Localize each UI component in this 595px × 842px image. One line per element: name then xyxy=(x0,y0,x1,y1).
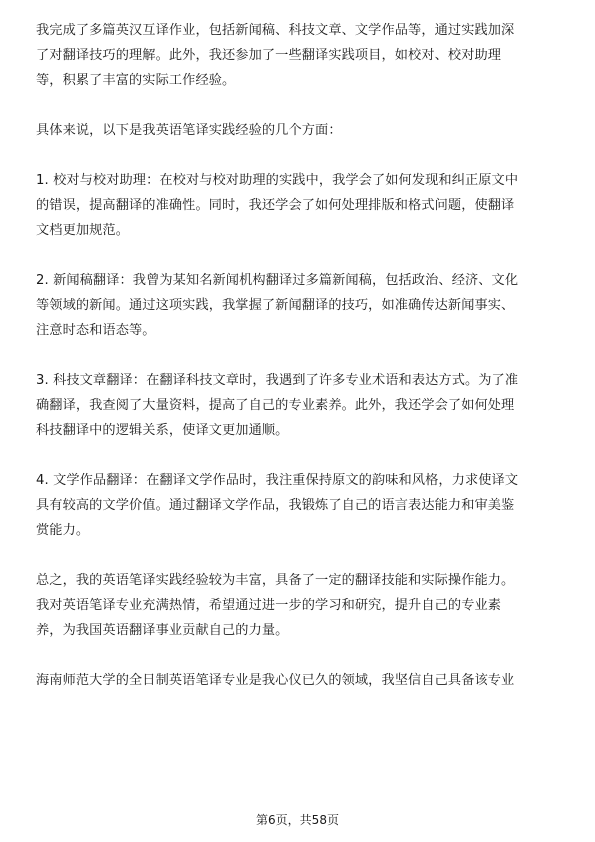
text-line: 我对英语笔译专业充满热情，希望通过进一步的学习和研究，提升自己的专业素 xyxy=(36,598,502,613)
text-line: 注意时态和语态等。 xyxy=(36,323,156,338)
text-line: 我完成了多篇英汉互译作业，包括新闻稿、科技文章、文学作品等，通过实践加深 xyxy=(36,23,515,38)
text-line: 养，为我国英语翻译事业贡献自己的力量。 xyxy=(36,623,289,638)
text-line: 总之，我的英语笔译实践经验较为丰富，具备了一定的翻译技能和实际操作能力。 xyxy=(36,573,515,588)
text-line: 了对翻译技巧的理解。此外，我还参加了一些翻译实践项目，如校对、校对助理 xyxy=(36,48,502,63)
text-line: 4. 文学作品翻译：在翻译文学作品时，我注重保持原文的韵味和风格，力求使译文 xyxy=(36,473,519,488)
text-line: 具有较高的文学价值。通过翻译文学作品，我锻炼了自己的语言表达能力和审美鉴 xyxy=(36,498,515,513)
text-line: 2. 新闻稿翻译：我曾为某知名新闻机构翻译过多篇新闻稿，包括政治、经济、文化 xyxy=(36,273,519,288)
text-line: 科技翻译中的逻辑关系，使译文更加通顺。 xyxy=(36,423,289,438)
paragraph-item-science xyxy=(36,368,560,443)
page-number-footer: 第6页，共58页 xyxy=(256,813,339,827)
paragraph-item-news xyxy=(36,268,560,343)
text-line: 赏能力。 xyxy=(36,523,90,538)
text-line: 的错误，提高翻译的准确性。同时，我还学会了如何处理排版和格式问题，使翻译 xyxy=(36,198,515,213)
paragraph-item-proofreading xyxy=(36,168,560,243)
text-line: 海南师范大学的全日制英语笔译专业是我心仪已久的领域，我坚信自己具备该专业 xyxy=(36,673,515,688)
text-line: 1. 校对与校对助理：在校对与校对助理的实践中，我学会了如何发现和纠正原文中 xyxy=(36,173,519,188)
paragraph-overview xyxy=(36,118,560,143)
text-line: 确翻译，我查阅了大量资料，提高了自己的专业素养。此外，我还学会了如何处理 xyxy=(36,398,515,413)
text-line: 3. 科技文章翻译：在翻译科技文章时，我遇到了许多专业术语和表达方式。为了准 xyxy=(36,373,519,388)
text-line: 文档更加规范。 xyxy=(36,223,130,238)
paragraph-item-literature xyxy=(36,468,560,543)
text-line: 等，积累了丰富的实际工作经验。 xyxy=(36,73,236,88)
document-body xyxy=(36,18,560,718)
paragraph-summary xyxy=(36,568,560,643)
text-line: 具体来说，以下是我英语笔译实践经验的几个方面： xyxy=(36,123,342,138)
text-line: 等领域的新闻。通过这项实践，我掌握了新闻翻译的技巧，如准确传达新闻事实、 xyxy=(36,298,515,313)
paragraph-intro xyxy=(36,18,560,93)
paragraph-closing xyxy=(36,668,560,693)
